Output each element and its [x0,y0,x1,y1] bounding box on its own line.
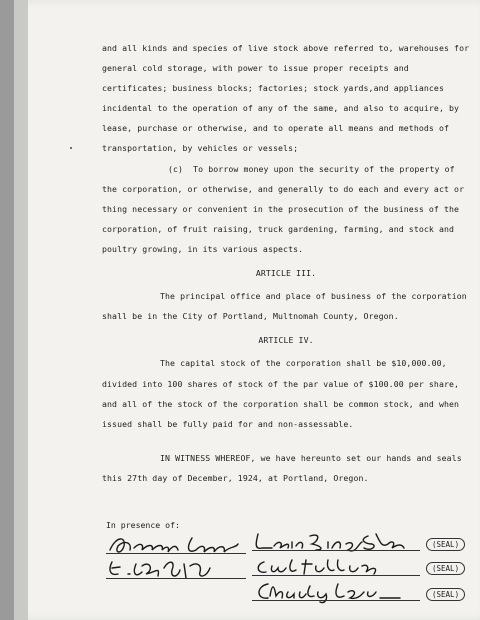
article-3-text: The principal office and place of business of the corporation shall be in the City of Portland, Multnomah County, Oregon. [102,291,472,322]
document-page [14,0,480,620]
subscriber-line-3 [252,600,420,601]
document-body [102,38,475,488]
witness-line-2 [106,578,246,579]
paragraph-livestock: and all kinds and species of live stock above referred to, warehouses for general cold storage, with power to issue proper receipts and certificates; business blocks; factories; stock yards,and appliances incidental to the operation of any of the same, and also to acquire, by lease, purchase or otherwise, and to operate all means and methods of transportation, by vehicles or vessels; [102,43,475,154]
seal-1: (SEAL) [426,538,465,551]
paragraph-borrow-money: (c) To borrow money upon the security of the property of the corporation, or otherwise, and generally to do each and every act or thing necessary or convenient in the prosecution of the business of the corporation, of fruit raising, truck gardening, farming, and stock and poultry growing, in its various aspects. [102,163,470,254]
subscriber-line-1 [252,550,420,551]
subscriber-line-2 [252,575,420,576]
article-4-text: The capital stock of the corporation shall be $10,000.00, divided into 100 shares of stock of the par value of $100.00 per share, and all of the stock of the corporation shall be common stock, and when issued shall be fully paid for and non-assessable. [102,358,465,429]
presence-label: In presence of: [106,520,180,530]
witness-clause: IN WITNESS WHEREOF, we have hereunto set our hands and seals this 27th day of December, 1924, at Portland, Oregon. [102,452,467,483]
seal-3: (SEAL) [426,588,465,601]
article-3-heading: ARTICLE III. [255,268,317,279]
seal-2: (SEAL) [426,562,465,575]
page-edge [14,0,28,620]
witness-line-1 [106,553,246,554]
speck [70,147,72,149]
witness-signature-1 [106,532,246,558]
article-4-heading: ARTICLE IV. [258,335,314,346]
